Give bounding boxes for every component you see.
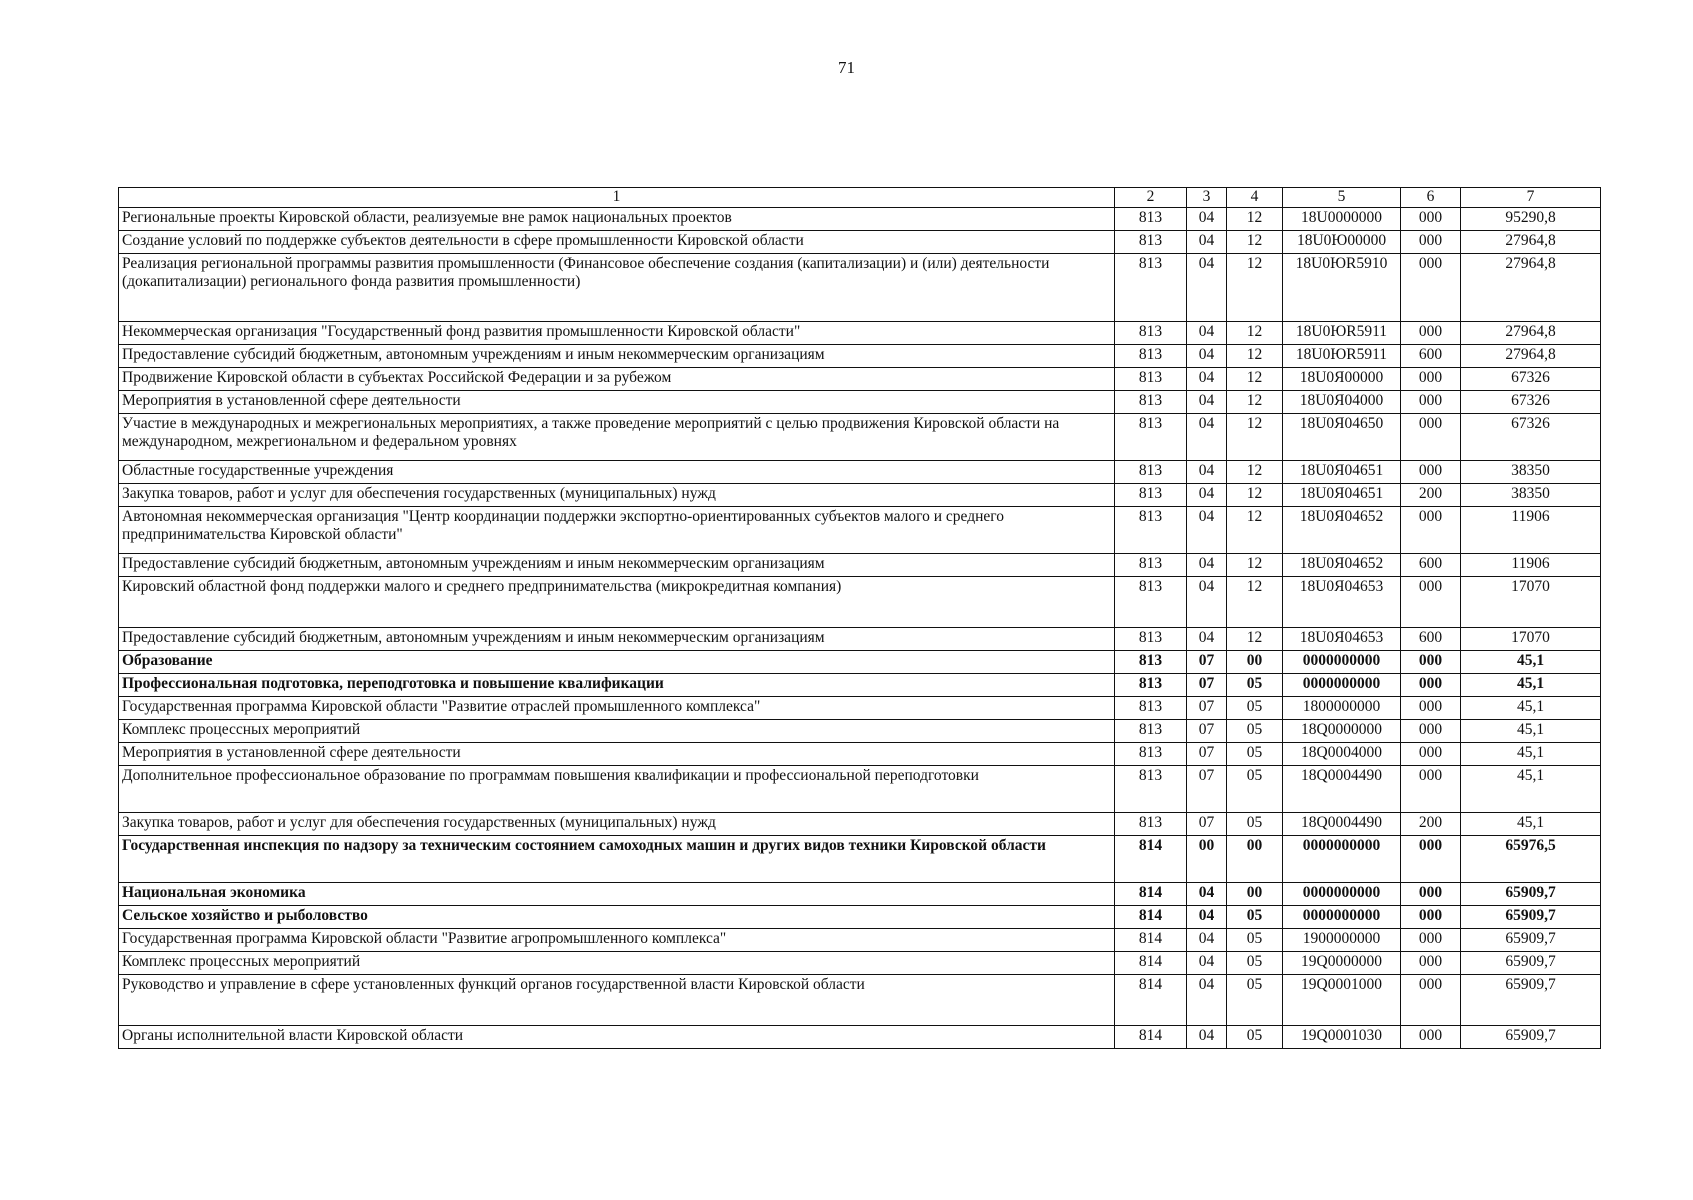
row-name-cell: Автономная некоммерческая организация "Центр координации поддержки экспортно-ориентированных субъектов малого и среднего предпринимательства Кировской области" <box>119 507 1115 554</box>
row-csr-cell: 18U0Я04000 <box>1283 391 1401 414</box>
row-name-cell: Руководство и управление в сфере установленных функций органов государственной власти Кировской области <box>119 975 1115 1026</box>
row-ved-cell: 814 <box>1115 929 1187 952</box>
row-name-cell: Предоставление субсидий бюджетным, автономным учреждениям и иным некоммерческим организациям <box>119 345 1115 368</box>
table-row <box>119 743 1601 766</box>
row-csr-cell: 18U0ЮR5911 <box>1283 322 1401 345</box>
row-ved-cell: 813 <box>1115 345 1187 368</box>
row-ved-cell: 814 <box>1115 975 1187 1026</box>
row-sum-cell: 45,1 <box>1461 766 1601 813</box>
row-name-cell: Образование <box>119 651 1115 674</box>
row-name-cell: Областные государственные учреждения <box>119 461 1115 484</box>
row-rz-cell: 04 <box>1187 461 1227 484</box>
row-pr-cell: 12 <box>1227 414 1283 461</box>
row-rz-cell: 00 <box>1187 836 1227 883</box>
row-pr-cell: 12 <box>1227 368 1283 391</box>
row-sum-cell: 17070 <box>1461 628 1601 651</box>
row-vr-cell: 600 <box>1401 554 1461 577</box>
row-csr-cell: 1900000000 <box>1283 929 1401 952</box>
table-row <box>119 484 1601 507</box>
row-ved-cell: 813 <box>1115 254 1187 322</box>
row-ved-cell: 813 <box>1115 697 1187 720</box>
table-row <box>119 345 1601 368</box>
row-csr-cell: 19Q0001030 <box>1283 1026 1401 1049</box>
row-sum-cell: 65909,7 <box>1461 1026 1601 1049</box>
row-csr-cell: 18U0Я04652 <box>1283 554 1401 577</box>
row-ved-cell: 813 <box>1115 743 1187 766</box>
row-sum-cell: 11906 <box>1461 507 1601 554</box>
table-row <box>119 651 1601 674</box>
row-vr-cell: 000 <box>1401 720 1461 743</box>
row-vr-cell: 000 <box>1401 952 1461 975</box>
row-pr-cell: 05 <box>1227 952 1283 975</box>
row-ved-cell: 813 <box>1115 720 1187 743</box>
row-name-cell: Предоставление субсидий бюджетным, автономным учреждениям и иным некоммерческим организациям <box>119 554 1115 577</box>
row-vr-cell: 000 <box>1401 697 1461 720</box>
row-vr-cell: 000 <box>1401 577 1461 628</box>
row-vr-cell: 000 <box>1401 1026 1461 1049</box>
row-sum-cell: 27964,8 <box>1461 254 1601 322</box>
row-pr-cell: 05 <box>1227 975 1283 1026</box>
row-rz-cell: 04 <box>1187 1026 1227 1049</box>
row-sum-cell: 65909,7 <box>1461 952 1601 975</box>
table-row <box>119 414 1601 461</box>
row-csr-cell: 0000000000 <box>1283 674 1401 697</box>
table-row <box>119 322 1601 345</box>
table-row <box>119 836 1601 883</box>
row-csr-cell: 18Q0004490 <box>1283 766 1401 813</box>
row-csr-cell: 18U0Ю00000 <box>1283 231 1401 254</box>
row-ved-cell: 813 <box>1115 231 1187 254</box>
table-row <box>119 628 1601 651</box>
table-row <box>119 766 1601 813</box>
table-row <box>119 929 1601 952</box>
row-rz-cell: 04 <box>1187 345 1227 368</box>
row-rz-cell: 04 <box>1187 368 1227 391</box>
row-ved-cell: 813 <box>1115 674 1187 697</box>
row-sum-cell: 65976,5 <box>1461 836 1601 883</box>
row-vr-cell: 000 <box>1401 208 1461 231</box>
row-ved-cell: 813 <box>1115 322 1187 345</box>
row-name-cell: Создание условий по поддержке субъектов деятельности в сфере промышленности Кировской области <box>119 231 1115 254</box>
row-ved-cell: 813 <box>1115 766 1187 813</box>
row-ved-cell: 813 <box>1115 484 1187 507</box>
row-pr-cell: 12 <box>1227 461 1283 484</box>
row-rz-cell: 07 <box>1187 766 1227 813</box>
row-sum-cell: 65909,7 <box>1461 883 1601 906</box>
row-vr-cell: 000 <box>1401 231 1461 254</box>
row-sum-cell: 65909,7 <box>1461 929 1601 952</box>
row-ved-cell: 813 <box>1115 577 1187 628</box>
row-pr-cell: 00 <box>1227 836 1283 883</box>
row-rz-cell: 04 <box>1187 906 1227 929</box>
row-name-cell: Национальная экономика <box>119 883 1115 906</box>
table-row <box>119 554 1601 577</box>
table-row <box>119 461 1601 484</box>
row-ved-cell: 813 <box>1115 391 1187 414</box>
row-vr-cell: 200 <box>1401 484 1461 507</box>
row-rz-cell: 04 <box>1187 208 1227 231</box>
row-pr-cell: 12 <box>1227 554 1283 577</box>
row-rz-cell: 07 <box>1187 651 1227 674</box>
table-body <box>119 208 1601 1049</box>
row-vr-cell: 000 <box>1401 766 1461 813</box>
row-ved-cell: 813 <box>1115 554 1187 577</box>
row-vr-cell: 000 <box>1401 929 1461 952</box>
column-number-row <box>119 188 1601 208</box>
row-sum-cell: 45,1 <box>1461 720 1601 743</box>
row-pr-cell: 05 <box>1227 720 1283 743</box>
row-csr-cell: 18Q0004490 <box>1283 813 1401 836</box>
row-pr-cell: 05 <box>1227 743 1283 766</box>
row-rz-cell: 04 <box>1187 554 1227 577</box>
row-name-cell: Мероприятия в установленной сфере деятельности <box>119 743 1115 766</box>
row-ved-cell: 813 <box>1115 507 1187 554</box>
row-rz-cell: 04 <box>1187 929 1227 952</box>
row-csr-cell: 1800000000 <box>1283 697 1401 720</box>
row-sum-cell: 45,1 <box>1461 674 1601 697</box>
row-name-cell: Региональные проекты Кировской области, реализуемые вне рамок национальных проектов <box>119 208 1115 231</box>
table-row <box>119 883 1601 906</box>
row-name-cell: Сельское хозяйство и рыболовство <box>119 906 1115 929</box>
row-vr-cell: 000 <box>1401 414 1461 461</box>
table-row <box>119 906 1601 929</box>
row-pr-cell: 05 <box>1227 766 1283 813</box>
row-name-cell: Некоммерческая организация "Государственный фонд развития промышленности Кировской области" <box>119 322 1115 345</box>
row-name-cell: Государственная программа Кировской области "Развитие отраслей промышленного комплекса" <box>119 697 1115 720</box>
row-pr-cell: 05 <box>1227 674 1283 697</box>
row-sum-cell: 27964,8 <box>1461 345 1601 368</box>
row-vr-cell: 000 <box>1401 975 1461 1026</box>
column-header-7: 7 <box>1461 188 1601 208</box>
row-ved-cell: 813 <box>1115 368 1187 391</box>
row-ved-cell: 814 <box>1115 906 1187 929</box>
row-pr-cell: 12 <box>1227 322 1283 345</box>
budget-table <box>118 187 1601 1049</box>
row-vr-cell: 200 <box>1401 813 1461 836</box>
row-sum-cell: 27964,8 <box>1461 322 1601 345</box>
row-rz-cell: 04 <box>1187 254 1227 322</box>
row-pr-cell: 05 <box>1227 906 1283 929</box>
row-pr-cell: 12 <box>1227 484 1283 507</box>
row-sum-cell: 65909,7 <box>1461 975 1601 1026</box>
row-csr-cell: 18Q0004000 <box>1283 743 1401 766</box>
row-ved-cell: 814 <box>1115 952 1187 975</box>
row-csr-cell: 18U0ЮR5911 <box>1283 345 1401 368</box>
row-rz-cell: 07 <box>1187 813 1227 836</box>
row-pr-cell: 00 <box>1227 883 1283 906</box>
row-sum-cell: 45,1 <box>1461 813 1601 836</box>
row-ved-cell: 813 <box>1115 628 1187 651</box>
row-rz-cell: 04 <box>1187 628 1227 651</box>
row-sum-cell: 38350 <box>1461 461 1601 484</box>
row-name-cell: Продвижение Кировской области в субъектах Российской Федерации и за рубежом <box>119 368 1115 391</box>
row-name-cell: Предоставление субсидий бюджетным, автономным учреждениям и иным некоммерческим организациям <box>119 628 1115 651</box>
row-csr-cell: 18U0Я04652 <box>1283 507 1401 554</box>
row-pr-cell: 12 <box>1227 231 1283 254</box>
row-pr-cell: 12 <box>1227 391 1283 414</box>
column-header-4: 4 <box>1227 188 1283 208</box>
row-sum-cell: 38350 <box>1461 484 1601 507</box>
row-csr-cell: 18U0Я00000 <box>1283 368 1401 391</box>
row-pr-cell: 12 <box>1227 628 1283 651</box>
row-vr-cell: 000 <box>1401 883 1461 906</box>
row-name-cell: Мероприятия в установленной сфере деятельности <box>119 391 1115 414</box>
row-vr-cell: 000 <box>1401 507 1461 554</box>
row-csr-cell: 18U0Я04653 <box>1283 577 1401 628</box>
table-row <box>119 952 1601 975</box>
row-pr-cell: 00 <box>1227 651 1283 674</box>
row-rz-cell: 07 <box>1187 674 1227 697</box>
row-pr-cell: 05 <box>1227 697 1283 720</box>
row-sum-cell: 67326 <box>1461 391 1601 414</box>
row-ved-cell: 813 <box>1115 414 1187 461</box>
row-vr-cell: 000 <box>1401 461 1461 484</box>
row-rz-cell: 04 <box>1187 975 1227 1026</box>
row-name-cell: Комплекс процессных мероприятий <box>119 720 1115 743</box>
table-row <box>119 577 1601 628</box>
row-csr-cell: 18U0Я04651 <box>1283 484 1401 507</box>
row-vr-cell: 000 <box>1401 836 1461 883</box>
table-row <box>119 254 1601 322</box>
table-row <box>119 674 1601 697</box>
row-sum-cell: 67326 <box>1461 368 1601 391</box>
row-csr-cell: 18Q0000000 <box>1283 720 1401 743</box>
row-vr-cell: 000 <box>1401 674 1461 697</box>
row-ved-cell: 814 <box>1115 836 1187 883</box>
column-header-6: 6 <box>1401 188 1461 208</box>
row-sum-cell: 27964,8 <box>1461 231 1601 254</box>
row-rz-cell: 04 <box>1187 883 1227 906</box>
row-sum-cell: 17070 <box>1461 577 1601 628</box>
row-sum-cell: 45,1 <box>1461 651 1601 674</box>
row-rz-cell: 07 <box>1187 720 1227 743</box>
row-csr-cell: 19Q0001000 <box>1283 975 1401 1026</box>
row-vr-cell: 000 <box>1401 368 1461 391</box>
row-vr-cell: 600 <box>1401 628 1461 651</box>
row-name-cell: Дополнительное профессиональное образование по программам повышения квалификации и профессиональной переподготовки <box>119 766 1115 813</box>
table-row <box>119 1026 1601 1049</box>
row-ved-cell: 813 <box>1115 651 1187 674</box>
column-header-1: 1 <box>119 188 1115 208</box>
row-name-cell: Органы исполнительной власти Кировской области <box>119 1026 1115 1049</box>
row-name-cell: Закупка товаров, работ и услуг для обеспечения государственных (муниципальных) нужд <box>119 484 1115 507</box>
table-row <box>119 720 1601 743</box>
row-rz-cell: 07 <box>1187 697 1227 720</box>
column-header-3: 3 <box>1187 188 1227 208</box>
row-pr-cell: 05 <box>1227 1026 1283 1049</box>
row-csr-cell: 0000000000 <box>1283 883 1401 906</box>
row-pr-cell: 12 <box>1227 254 1283 322</box>
row-vr-cell: 000 <box>1401 391 1461 414</box>
row-csr-cell: 0000000000 <box>1283 651 1401 674</box>
row-name-cell: Комплекс процессных мероприятий <box>119 952 1115 975</box>
table-row <box>119 391 1601 414</box>
page-number: 71 <box>838 58 855 77</box>
row-ved-cell: 814 <box>1115 1026 1187 1049</box>
row-csr-cell: 18U0000000 <box>1283 208 1401 231</box>
row-vr-cell: 000 <box>1401 322 1461 345</box>
row-name-cell: Государственная инспекция по надзору за техническим состоянием самоходных машин и других видов техники Кировской области <box>119 836 1115 883</box>
row-name-cell: Реализация региональной программы развития промышленности (Финансовое обеспечение создания (капитализации) и (или) деятельности (докапитализации) регионального фонда развития промышленности) <box>119 254 1115 322</box>
table-row <box>119 813 1601 836</box>
row-csr-cell: 18U0Я04651 <box>1283 461 1401 484</box>
row-csr-cell: 19Q0000000 <box>1283 952 1401 975</box>
row-pr-cell: 05 <box>1227 813 1283 836</box>
row-vr-cell: 600 <box>1401 345 1461 368</box>
row-ved-cell: 813 <box>1115 813 1187 836</box>
row-sum-cell: 65909,7 <box>1461 906 1601 929</box>
column-header-5: 5 <box>1283 188 1401 208</box>
table-row <box>119 231 1601 254</box>
row-ved-cell: 813 <box>1115 208 1187 231</box>
row-vr-cell: 000 <box>1401 743 1461 766</box>
row-vr-cell: 000 <box>1401 254 1461 322</box>
row-rz-cell: 04 <box>1187 952 1227 975</box>
row-sum-cell: 95290,8 <box>1461 208 1601 231</box>
column-header-2: 2 <box>1115 188 1187 208</box>
row-ved-cell: 813 <box>1115 461 1187 484</box>
row-sum-cell: 45,1 <box>1461 743 1601 766</box>
row-name-cell: Государственная программа Кировской области "Развитие агропромышленного комплекса" <box>119 929 1115 952</box>
row-csr-cell: 0000000000 <box>1283 836 1401 883</box>
row-rz-cell: 07 <box>1187 743 1227 766</box>
row-vr-cell: 000 <box>1401 651 1461 674</box>
row-pr-cell: 12 <box>1227 577 1283 628</box>
row-rz-cell: 04 <box>1187 391 1227 414</box>
row-pr-cell: 12 <box>1227 345 1283 368</box>
row-sum-cell: 67326 <box>1461 414 1601 461</box>
table-row <box>119 208 1601 231</box>
row-rz-cell: 04 <box>1187 507 1227 554</box>
row-sum-cell: 45,1 <box>1461 697 1601 720</box>
row-vr-cell: 000 <box>1401 906 1461 929</box>
row-rz-cell: 04 <box>1187 577 1227 628</box>
row-rz-cell: 04 <box>1187 322 1227 345</box>
row-pr-cell: 05 <box>1227 929 1283 952</box>
row-csr-cell: 18U0ЮR5910 <box>1283 254 1401 322</box>
row-sum-cell: 11906 <box>1461 554 1601 577</box>
table-row <box>119 507 1601 554</box>
row-csr-cell: 18U0Я04653 <box>1283 628 1401 651</box>
row-name-cell: Закупка товаров, работ и услуг для обеспечения государственных (муниципальных) нужд <box>119 813 1115 836</box>
table-row <box>119 975 1601 1026</box>
row-name-cell: Профессиональная подготовка, переподготовка и повышение квалификации <box>119 674 1115 697</box>
row-rz-cell: 04 <box>1187 231 1227 254</box>
row-name-cell: Кировский областной фонд поддержки малого и среднего предпринимательства (микрокредитная компания) <box>119 577 1115 628</box>
row-csr-cell: 18U0Я04650 <box>1283 414 1401 461</box>
row-name-cell: Участие в международных и межрегиональных мероприятиях, а также проведение мероприятий с целью продвижения Кировской области на международном, межрегиональном и федеральном уровнях <box>119 414 1115 461</box>
row-rz-cell: 04 <box>1187 484 1227 507</box>
row-csr-cell: 0000000000 <box>1283 906 1401 929</box>
row-rz-cell: 04 <box>1187 414 1227 461</box>
row-ved-cell: 814 <box>1115 883 1187 906</box>
table-row <box>119 697 1601 720</box>
row-pr-cell: 12 <box>1227 208 1283 231</box>
table-row <box>119 368 1601 391</box>
row-pr-cell: 12 <box>1227 507 1283 554</box>
